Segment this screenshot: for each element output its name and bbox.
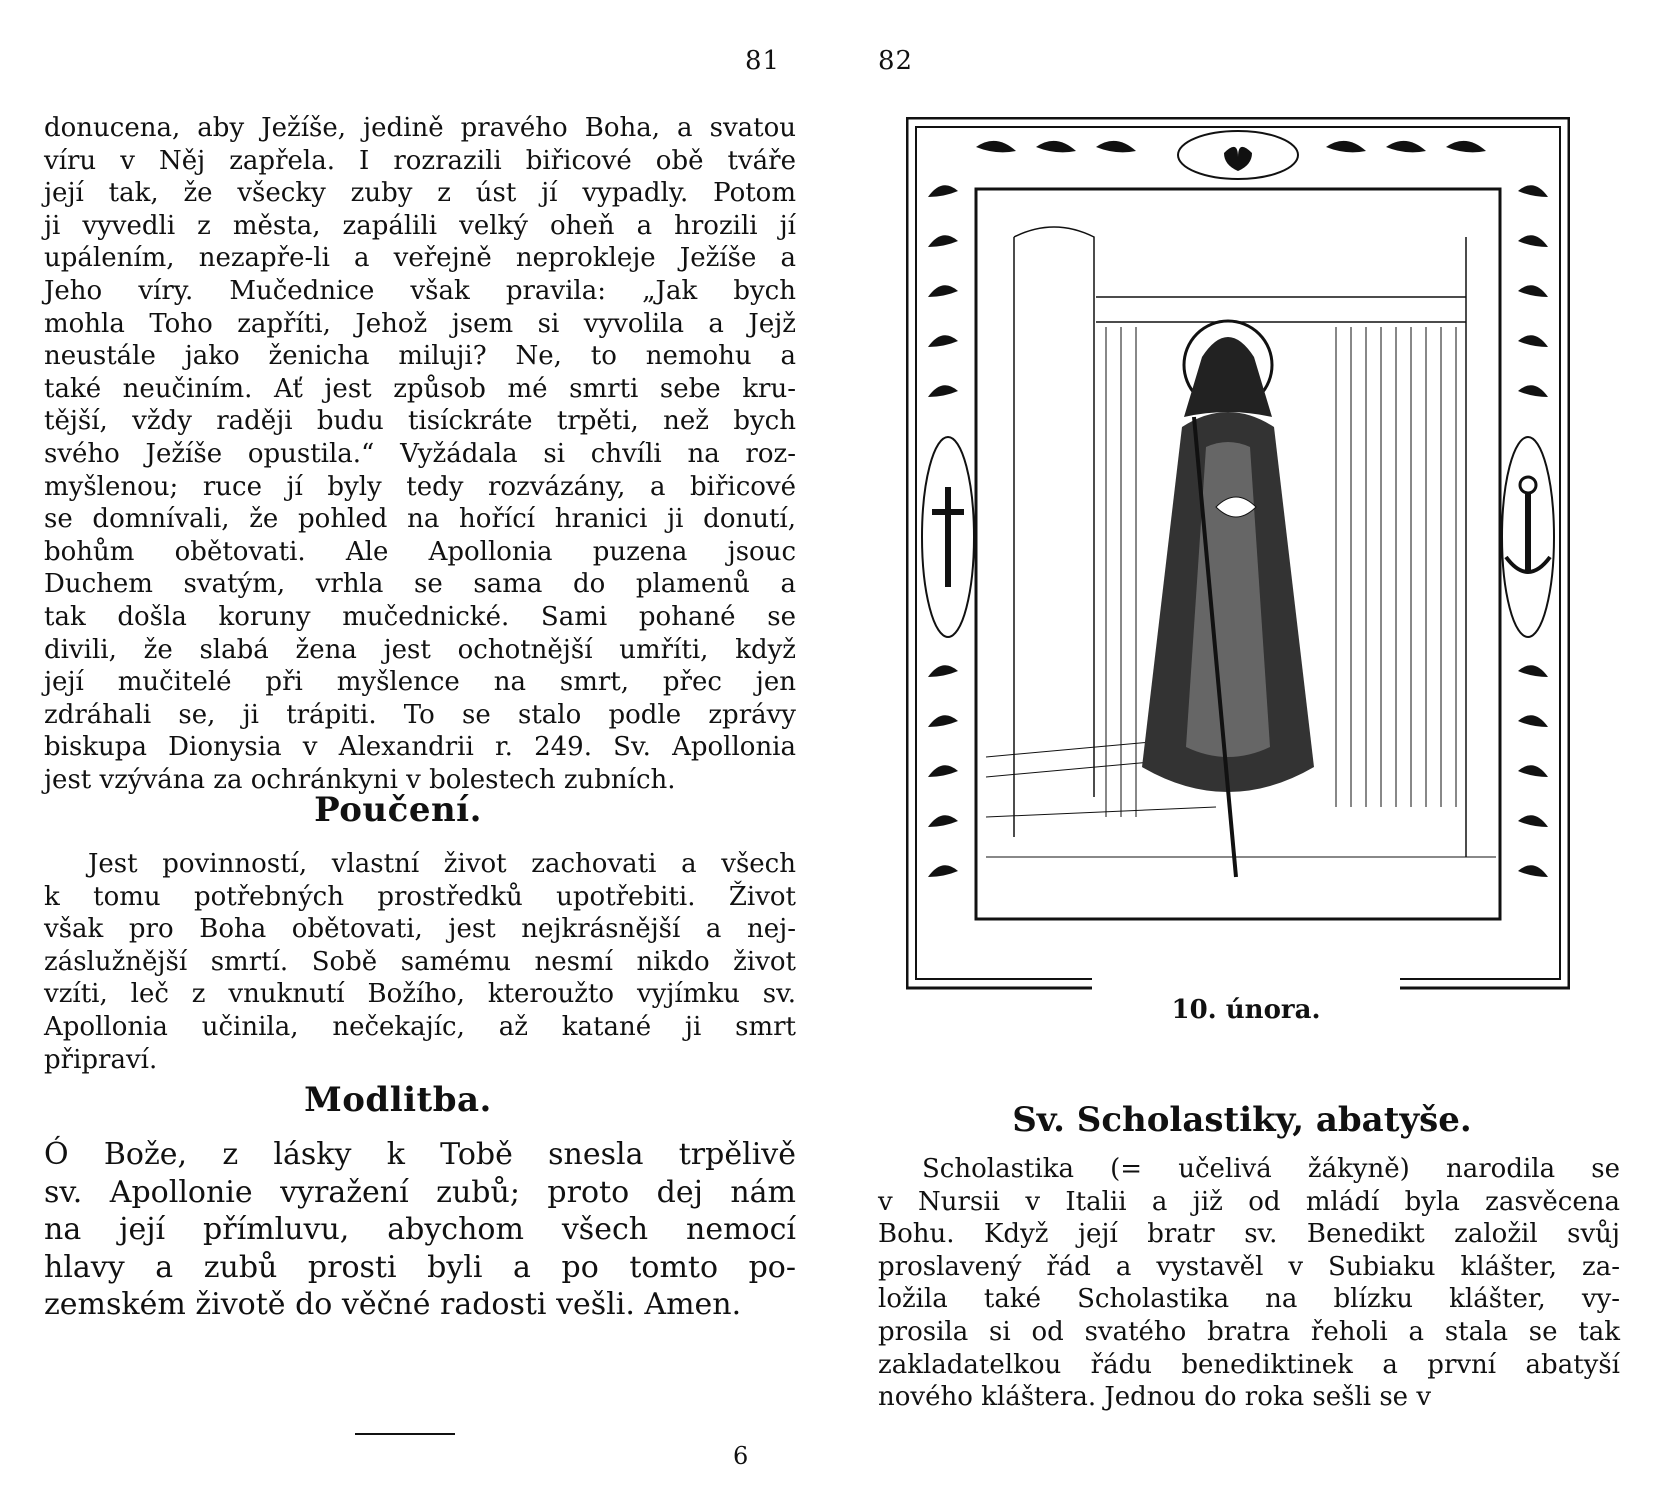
modlitba-line: sv. Apollonie vyražení zubů; proto dej nám [44,1174,796,1210]
left-body-line: její mučitelé při myšlence na smrt, přec jen [44,667,796,698]
left-body-line: bohům obětovati. Ale Apollonia puzena jsouc [44,536,796,567]
left-body-line: ji vyvedli z města, zapálili velký oheň a hrozili jí [44,210,796,241]
left-body-line: svého Ježíše opustila.“ Vyžádala si chvíli na roz- [44,438,796,469]
left-body-line: donucena, aby Ježíše, jedině pravého Boha, a svatou [44,113,796,143]
right-page [828,0,1656,1500]
pouceni-line: k tomu potřebných prostředků upotřebiti. Život [44,881,796,912]
left-body-line: jest vzývána za ochránkyni v bolestech zubních. [44,764,676,795]
pouceni-line: Jest povinností, vlastní život zachovati a všech [88,849,796,879]
pouceni-line: připraví. [44,1044,158,1075]
right-body-line: proslavený řád a vystavěl v Subiaku klášter, za- [878,1251,1620,1282]
right-body-line: ložila také Scholastika na blízku klášter, vy- [878,1284,1620,1315]
body-text-right [878,1153,1620,1414]
left-body-line: upálením, nezapře-li a veřejně neprokleje Ježíše a [44,243,796,274]
left-body-line: tak došla koruny mučednické. Sami pohané se [44,601,796,632]
closing-divider [355,1433,455,1435]
page-number-left: 81 [745,46,781,76]
left-body-line: tější, vždy raději budu tisíckráte trpěti, než bych [44,406,796,437]
left-body-line: mohla Toho zapříti, Jehož jsem si vyvolila a Jejž [44,308,796,339]
signature-mark: 6 [733,1442,749,1470]
left-body-line: divili, že slabá žena jest ochotnější umříti, když [44,634,796,665]
saint-scholastica-engraving [906,117,1570,1059]
page-number-right: 82 [878,46,914,76]
left-body-line: zdráhali se, ji trápiti. To se stalo podle zprávy [44,699,796,730]
right-body-line: prosila si od svatého bratra řeholi a stala se tak [878,1316,1620,1347]
left-body-line: biskupa Dionysia v Alexandrii r. 249. Sv. Apollonia [44,732,796,763]
left-body-line: její tak, že všecky zuby z úst jí vypadly. Potom [44,178,796,209]
left-body-line: Duchem svatým, vrhla se sama do plamenů a [44,569,796,600]
modlitba-line: na její přímluvu, abychom všech nemocí [44,1212,796,1247]
pouceni-line: Apollonia učinila, nečekajíc, až katané ji smrt [44,1011,796,1042]
left-body-line: víru v Něj zapřela. I rozrazili biřicové obě tváře [44,145,796,176]
left-body-line: také neučiním. Ať jest způsob mé smrti sebe kru- [44,373,796,404]
right-body-line: zakladatelkou řádu benediktinek a první abatyší [878,1349,1620,1380]
heading-pouceni: Poučení. [314,790,482,830]
modlitba-line: Ó Bože, z lásky k Tobě snesla trpělivě [44,1137,796,1172]
modlitba-text [44,1136,796,1324]
left-body-line: Jeho víry. Mučednice však pravila: „Jak bych [44,275,796,306]
pouceni-line: záslužnější smrtí. Sobě samému nesmí nikdo život [44,946,796,977]
heading-scholastica: Sv. Scholastiky, abatyše. [1012,1100,1472,1140]
modlitba-line: zemském životě do věčné radosti vešli. Amen. [44,1287,742,1322]
pouceni-line: však pro Boha obětovati, jest nejkrásnější a nej- [44,914,796,945]
heading-modlitba: Modlitba. [304,1080,492,1120]
modlitba-line: hlavy a zubů prosti byli a po tomto po- [44,1249,796,1285]
left-body-line: se domnívali, že pohled na hořící hranici ji donutí, [44,504,796,535]
right-body-line: v Nursii v Italii a již od mládí byla zasvěcena [878,1186,1620,1217]
engraving-art [906,117,1570,1059]
left-body-line: neustále jako ženicha miluji? Ne, to nemohu a [44,341,796,372]
right-body-line: Scholastika (= učelivá žákyně) narodila se [922,1154,1620,1184]
body-text-left [44,112,796,796]
pouceni-line: vzíti, leč z vnuknutí Božího, kteroužto vyjímku sv. [44,979,796,1010]
illustration-caption: 10. února. [1092,972,1400,1047]
pouceni-text [44,848,796,1076]
right-body-line: nového kláštera. Jednou do roka sešli se v [878,1382,1432,1413]
right-body-line: Bohu. Když její bratr sv. Benedikt založil svůj [878,1219,1620,1250]
left-body-line: myšlenou; ruce jí byly tedy rozvázány, a biřicové [44,471,796,502]
